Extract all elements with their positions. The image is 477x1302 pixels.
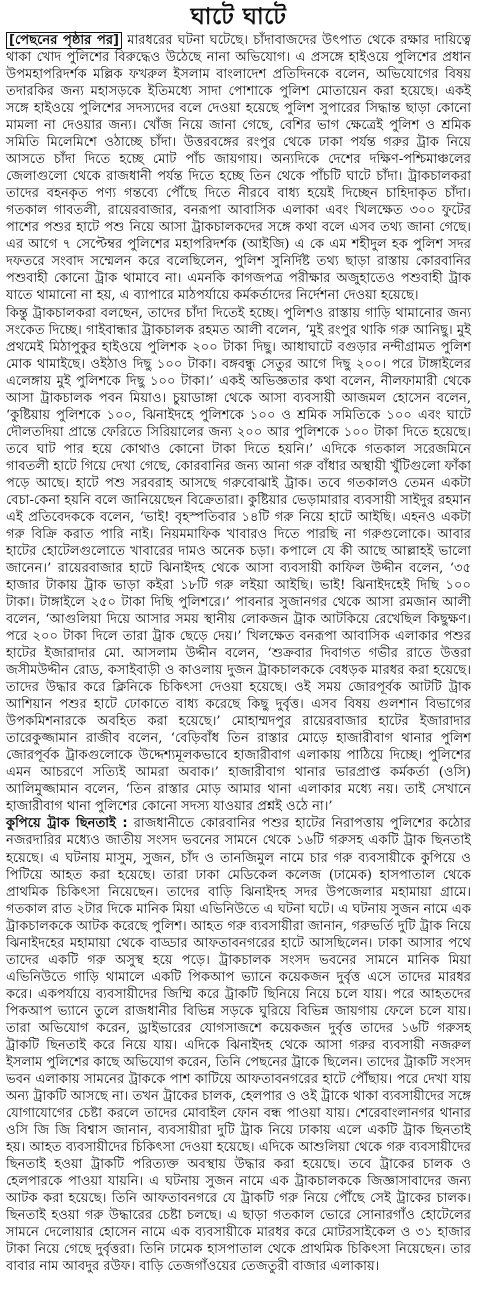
article-paragraph-1 xyxy=(6,32,471,305)
article-paragraph-2: কিন্তু ট্রাকচালকরা বলছেন, তাদের চাঁদা দিতেই হচ্ছে। পুলিশও রাস্তায় গাড়ি থামানোর জন্য সংকেত দিচ্ছে। গাইবান্ধার ট্রাকচালক রহমত আলী বলেন, ‘মুই রংপুর থাকি গরু আনিছু। মুই প্রথমেই মিঠাপুকুর হাইওয়ে পুলিশক ২০০ টাকা দিছু। আধাঘাটে বগুড়ার নন্দীগ্রামত পুলিশ মোক থামাইছে। ওইঠাও দিছু ১০০ টাকা। বঙ্গবন্ধু সেতুর আগে দিছু ২০০। পরে টাঙ্গাইলের এলেঙ্গায় মুই পুলিশকে দিছু ১০০ টাকা।’ একই অভিজ্ঞতার কথা বলেন, নীলফামারী থেকে আসা ট্রাকচালক পবন মিয়াও। চুয়াডাঙ্গা থেকে আসা ব্যবসায়ী আজমল হোসেন বলেন, ‘কুষ্টিয়ায় পুলিশকে ১০০, ঝিনাইদহে পুলিশকে ১০০ ও শ্রমিক সমিতিকে ১০০ এবং ঘাটে দৌলতদিয়া প্রান্তে ফেরিতে সিরিয়ালের জন্য ২০০ আর পুলিশকে ১০০ টাকা দিতে হয়েছে। তবে ঘাট পার হয়ে কোথাও কোনো টাকা দিতে হয়নি।’ এদিকে গতকাল সরেজমিনে গাবতলী হাটে গিয়ে দেখা গেছে, কোরবানির জন্য আনা গরু বাঁধার অস্থায়ী খুঁটিগুলো ফাঁকা পড়ে আছে। হাটে পশু সরবরাহ আসছে গরুবোঝাই ট্রাক। তবে গতকালও তেমন একটা বেচা-কেনা হয়নি বলে জানিয়েছেন বিক্রেতারা। কুষ্টিয়ার ভেড়ামারার ব্যবসায়ী সাইদুর রহমান এই প্রতিবেদককে বলেন, ‘ভাই! বৃহস্পতিবার ১৪টি গরু নিয়ে হাটে আইছি। এহনও একটা গরু বিক্রি করাত পারি নাই। নিয়মমাফিক খাবারও দিতে পারছি না গরুগুলোকে। আবার হাটের হোটেলগুলোতে খাবারের দামও অনেক চড়া। কপালে যে কী আছে আল্লাহই ভালো জানেন।’ রায়েরবাজার হাটে ঝিনাইদহ থেকে আসা ব্যবসায়ী কাফিল উদ্দীন বলেন, ‘৩৫ হাজার টাকায় ট্রাক ভাড়া কইরা ১৮টি গরু লইয়া আইছি। ভাই! ঝিনাইদহেই দিছি ১০০ টাকা। টাঙ্গাইলে ২৫০ টাকা দিছি পুলিশরে।’ পাবনার সুজানগর থেকে আসা রমজান আলী বলেন, ‘আগুলিয়া দিয়ে আসার সময় স্থানীয় লোকজন ট্রাক আটকিয়ে রেখেছিল কিছুক্ষণ। পরে ২০০ টাকা দিলে তারা ট্রাক ছেড়ে দেয়।’ খিলক্ষেত বনরূপা আবাসিক এলাকার পশুর হাটের ইজারাদার মো. আসলাম উদ্দীন বলেন, ‘শুক্রবার দিবাগত গভীর রাতে উত্তরা জসীমউদ্দীন রোড, কসাইবাড়ী ও কাওলায় দুজন ট্রাকচালককে বেধড়ক মারধর করা হয়েছে। তাদের উদ্ধার করে ক্লিনিকে চিকিৎসা দেওয়া হয়েছে। ওই সময় জোরপূর্বক আটটি ট্রাক আশিয়ান পশুর হাটে ঢোকাতে বাধ্য করেছে কিছু দুর্বৃত্ত। এসব বিষয় গুলশান বিভাগের উপকমিশনারকে অবহিত করা হয়েছে।’ মোহাম্মদপুর রায়েরবাজার হাটের ইজারাদার তারেকুজ্জামান রাজীব বলেন, ‘বেড়িবাঁধ তিন রাস্তার মোড়ে হাজারীবাগ থানার পুলিশ জোরপূর্বক ট্রাকগুলোকে উদ্দেশ্যমূলকভাবে হাজারীবাগ এলাকায় পাঠিয়ে দিচ্ছে। পুলিশের এমন আচরণে সত্যিই আমরা অবাক।’ হাজারীবাগ থানার ভারপ্রাপ্ত কর্মকর্তা (ওসি) আলিমুজ্জামান বলেন, ‘তিন রাস্তার মোড় আমার থানা এলাকার মধ্যে নয়। তাই সেখানে হাজারীবাগ থানা পুলিশের কোনো সদস্য যাওয়ার প্রশ্নই ওঠে না।’ xyxy=(6,305,471,815)
paragraph-1-text: মারধরের ঘটনা ঘটেছে। চাঁদাবাজদের উৎপাত থেকে রক্ষার দায়িত্বে থাকা খোদ পুলিশের বিরুদ্ধেও উঠেছে নানা অভিযোগ। এ প্রসঙ্গে হাইওয়ে পুলিশের প্রধান উপমহাপরিদর্শক মল্লিক ফখরুল ইসলাম বাংলাদেশ প্রতিদিনকে বলেন, অভিযোগের বিষয় তদারকির জন্য মহাসড়কে ইতিমধ্যে সাদা পোশাকে পুলিশ মোতায়েন করা হয়েছে। একই সঙ্গে হাইওয়ে পুলিশের সদস্যদের বলে দেওয়া হয়েছে পুলিশ সুপারের সিদ্ধান্ত ছাড়া কোনো মামলা না দেওয়ার জন্য। খোঁজ নিয়ে জানা গেছে, বেশির ভাগ ক্ষেত্রেই পুলিশ ও শ্রমিক সমিতি মিলেমিশে ওঠাচ্ছে চাঁদা। উত্তরবঙ্গের রংপুর থেকে ঢাকা পর্যন্ত গরুর ট্রাক নিয়ে আসতে চাঁদা দিতে হচ্ছে মোট পাঁচ জায়গায়। অন্যদিকে দেশের দক্ষিণ-পশ্চিমাঞ্চলের জেলাগুলো থেকে রাজধানী পর্যন্ত দিতে হচ্ছে তিন থেকে পাঁচটি ঘাটে চাঁদা। ট্রাকচালকরা তাদের বহনকৃত পণ্য গন্তব্যে পৌঁছে দিতে নীরবে বাধ্য হয়েই দিচ্ছেন চাহিদাকৃত চাঁদা। গতকাল গাবতলী, রায়েরবাজার, বনরূপা আবাসিক এলাকা এবং খিলক্ষেত ৩০০ ফুটের পাশের পশুর হাটে পশু নিয়ে আসা ট্রাকচালকদের সঙ্গে কথা বলে এসব তথ্য জানা গেছে। এর আগে ৭ সেপ্টেম্বর পুলিশের মহাপরিদর্শক (আইজি) এ কে এম শহীদুল হক পুলিশ সদর দফতরে সংবাদ সম্মেলন করে বলেছিলেন, পুলিশ সুনির্দিষ্ট তথ্য ছাড়া রাস্তায় কোরবানির পশুবাহী কোনো ট্রাক থামাবে না। এমনকি কাগজপত্র পরীক্ষার অজুহাতেও পশুবাহী ট্রাক যাতে থামানো না হয়, এ ব্যাপারে মাঠপর্যায়ে কর্মকর্তাদের নির্দেশনা দেওয়া হয়েছে। xyxy=(6,33,471,304)
continued-from-label: [পেছনের পৃষ্ঠার পর] xyxy=(6,32,122,49)
paragraph-3-text: রাজধানীতে কোরবানির পশুর হাটের নিরাপত্তায় পুলিশের কঠোর নজরদারির মধ্যেও জাতীয় সংসদ ভবনের সামনে থেকে ১৬টি গরুসহ একটি ট্রাক ছিনতাই হয়েছে। এ ঘটনায় মাসুম, সুজন, চাঁদ ও তানজিমুল নামে চার গরু ব্যবসায়ীকে কুপিয়ে ও পিটিয়ে আহত করা হয়েছে। তারা ঢাকা মেডিকেল কলেজ (ঢামেক) হাসপাতাল থেকে প্রাথমিক চিকিৎসা নিয়েছেন। তাদের বাড়ি ঝিনাইদহ সদর উপজেলার মহামায়া গ্রামে। গতকাল রাত ২টার দিকে মানিক মিয়া এভিনিউতে এ ঘটনা ঘটে। এ ঘটনায় সুজন নামে এক ট্রাকচালককে আটক করেছে পুলিশ। আহত গরু ব্যবসায়ীরা জানান, গরুভর্তি দুটি ট্রাক নিয়ে ঝিনাইদহের মহামায়া থেকে বাড্ডার আফতাবনগরের হাটে আসছিলেন। ঢাকা আসার পথে তাদের একটি গরু অসুস্থ হয়ে পড়ে। ট্রাকচালক সংসদ ভবনের সামনে মানিক মিয়া এভিনিউতে গাড়ি থামালে একটি পিকআপ ভ্যানে কয়েকজন দুর্বৃত্ত এসে তাদের মারধর করে। একপর্যায়ে ব্যবসায়ীদের জিম্মি করে ট্রাকটি ছিনিয়ে নিয়ে চলে যায়। পরে আহতদের পিকআপ ভ্যানে তুলে রাজধানীর বিভিন্ন সড়কে ঘুরিয়ে বিভিন্ন জায়গায় ফেলে চলে যায়। তারা অভিযোগ করেন, ড্রাইভারের যোগসাজশে কয়েকজন দুর্বৃত্ত তাদের ১৬টি গরুসহ ট্রাকটি ছিনতাই করে নিয়ে যায়। এদিকে ঝিনাইদহ থেকে আসা গরুর ব্যবসায়ী নজরুল ইসলাম পুলিশের কাছে অভিযোগ করেন, তিনি পেছনের ট্রাকে ছিলেন। তাদের ট্রাকটি সংসদ ভবন এলাকায় সামনের ট্রাককে পাশ কাটিয়ে আফতাবনগরের হাটে পৌঁছায়। পরে দেখা যায় অন্য ট্রাকটি আসছে না। তখন ট্রাকের চালক, হেলপার ও ওই ট্রাকে থাকা ব্যবসায়ীদের সঙ্গে যোগাযোগের চেষ্টা করলে তাদের মোবাইল ফোন বন্ধ পাওয়া যায়। শেরেবাংলানগর থানার ওসি জি জি বিশ্বাস জানান, ব্যবসায়ীরা দুটি ট্রাক নিয়ে ঢাকায় এলে একটি ট্রাক ছিনতাই হয়। আহত ব্যবসায়ীদের চিকিৎসা দেওয়া হয়েছে। এদিকে আশুলিয়া থেকে গরু ব্যবসায়ীদের ছিনতাই হওয়া ট্রাকটি পরিত্যক্ত অবস্থায় উদ্ধার করা হয়েছে। তবে ট্রাকের চালক ও হেলপারকে পাওয়া যায়নি। এ ঘটনায় সুজন নামে এক ট্রাকচালককে জিজ্ঞাসাবাদের জন্য আটক করা হয়েছে। তিনি আফতাবনগরে যে ট্রাকটি গরু নিয়ে পৌঁছে সেই ট্রাকের চালক। ছিনতাই হওয়া গরু উদ্ধারের চেষ্টা চলছে। এ ছাড়া গতকাল ভোরে সোনারগাঁও হোটেলের সামনে দেলোয়ার হোসেন নামে এক ব্যবসায়ীকে মারধর করে মোটরসাইকেল ও ৩১ হাজার টাকা নিয়ে গেছে দুর্বৃত্তরা। তিনি ঢামেক হাসপাতাল থেকে প্রাথমিক চিকিৎসা নিয়েছেন। তার বাবার নাম আবদুর রউফ। বাড়ি তেজগাঁওয়ের তেজতুরী বাজার এলাকায়। xyxy=(6,816,471,1275)
article-paragraph-3 xyxy=(6,815,471,1275)
headline: ঘাটে ঘাটে xyxy=(190,4,287,30)
subheading: কুপিয়ে ট্রাক ছিনতাই : xyxy=(6,816,128,832)
article-body xyxy=(6,32,471,1275)
